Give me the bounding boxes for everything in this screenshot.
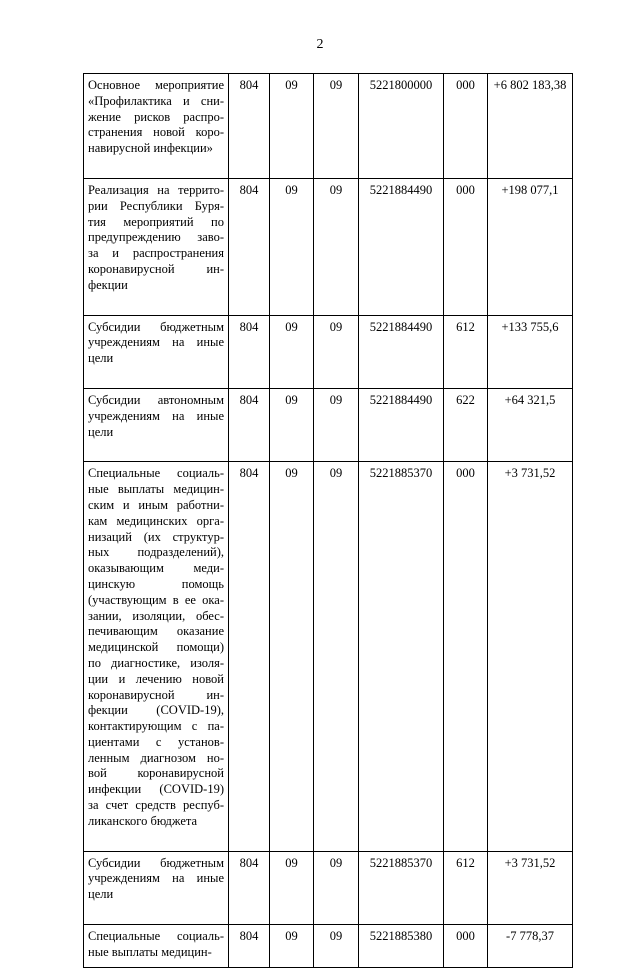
admin-code-cell: 804 bbox=[229, 851, 270, 924]
row-spacer bbox=[88, 903, 224, 918]
admin-code-cell: 804 bbox=[229, 178, 270, 315]
expense-name-line: цели bbox=[88, 887, 114, 902]
section-code-cell: 09 bbox=[270, 388, 314, 461]
expense-name-line: низаций (их структур- bbox=[88, 529, 224, 544]
expense-name-line: по диагностике, изоля- bbox=[88, 655, 224, 670]
expense-name-line: Реализация на террито- bbox=[88, 182, 224, 197]
row-spacer bbox=[88, 440, 224, 455]
expense-name-line: фекции bbox=[88, 277, 128, 292]
expense-name-line: Основное мероприятие bbox=[88, 78, 224, 92]
subsection-code-cell: 09 bbox=[314, 178, 359, 315]
amount-cell: +3 731,52 bbox=[488, 462, 573, 851]
expense-name-line: ликанского бюджета bbox=[88, 813, 198, 828]
expense-name-cell bbox=[84, 388, 229, 461]
table-row bbox=[84, 925, 573, 968]
expense-name-line: учреждениям на иные bbox=[88, 335, 224, 350]
amount-cell: +64 321,5 bbox=[488, 388, 573, 461]
expense-name-line: ским и иным работни- bbox=[88, 497, 224, 512]
row-spacer bbox=[88, 367, 224, 382]
section-code-cell: 09 bbox=[270, 178, 314, 315]
admin-code-cell: 804 bbox=[229, 388, 270, 461]
expense-type-cell: 000 bbox=[444, 462, 488, 851]
amount-cell: +3 731,52 bbox=[488, 851, 573, 924]
expense-type-cell: 612 bbox=[444, 315, 488, 388]
expense-name-line: цели bbox=[88, 424, 114, 439]
subsection-code-cell: 09 bbox=[314, 462, 359, 851]
target-article-cell: 5221885380 bbox=[359, 925, 444, 968]
expense-type-cell: 622 bbox=[444, 388, 488, 461]
expense-type-cell: 000 bbox=[444, 74, 488, 179]
budget-table bbox=[83, 73, 573, 968]
expense-name-line: учреждениям на иные bbox=[88, 871, 224, 886]
expense-name-line: оказывающим меди- bbox=[88, 561, 224, 576]
table-row bbox=[84, 462, 573, 851]
admin-code-cell: 804 bbox=[229, 74, 270, 179]
expense-type-cell: 000 bbox=[444, 925, 488, 968]
subsection-code-cell: 09 bbox=[314, 851, 359, 924]
target-article-cell: 5221885370 bbox=[359, 462, 444, 851]
amount-cell: +198 077,1 bbox=[488, 178, 573, 315]
table-row bbox=[84, 178, 573, 315]
expense-name-line: тия мероприятий по bbox=[88, 214, 224, 229]
expense-name-line: странения новой коро- bbox=[88, 125, 224, 140]
section-code-cell: 09 bbox=[270, 74, 314, 179]
row-spacer bbox=[88, 157, 224, 172]
amount-cell: +133 755,6 bbox=[488, 315, 573, 388]
expense-name-line: вой коронавирусной bbox=[88, 766, 224, 781]
target-article-cell: 5221885370 bbox=[359, 851, 444, 924]
subsection-code-cell: 09 bbox=[314, 925, 359, 968]
amount-cell: +6 802 183,38 bbox=[488, 74, 573, 179]
expense-name-line: Специальные социаль- bbox=[88, 929, 224, 944]
amount-cell: -7 778,37 bbox=[488, 925, 573, 968]
table-row bbox=[84, 315, 573, 388]
section-code-cell: 09 bbox=[270, 925, 314, 968]
expense-name-line: цинскую помощь bbox=[88, 576, 224, 591]
expense-type-cell: 000 bbox=[444, 178, 488, 315]
table-row bbox=[84, 851, 573, 924]
expense-name-cell bbox=[84, 315, 229, 388]
expense-name-line: Субсидии бюджетным bbox=[88, 855, 224, 870]
expense-name-line: коронавирусной ин- bbox=[88, 687, 224, 702]
target-article-cell: 5221884490 bbox=[359, 315, 444, 388]
expense-name-line: Субсидии бюджетным bbox=[88, 319, 224, 334]
section-code-cell: 09 bbox=[270, 462, 314, 851]
expense-name-line: Субсидии автономным bbox=[88, 392, 224, 407]
expense-name-line: жение рисков распро- bbox=[88, 109, 224, 124]
expense-name-line: медицинской помощи) bbox=[88, 640, 224, 655]
subsection-code-cell: 09 bbox=[314, 315, 359, 388]
expense-name-line: зании, изоляции, обес- bbox=[88, 608, 224, 623]
expense-name-line: ных подразделений), bbox=[88, 545, 224, 560]
table-row bbox=[84, 388, 573, 461]
expense-type-cell: 612 bbox=[444, 851, 488, 924]
admin-code-cell: 804 bbox=[229, 462, 270, 851]
page-number: 2 bbox=[316, 37, 324, 52]
target-article-cell: 5221884490 bbox=[359, 388, 444, 461]
row-spacer bbox=[88, 294, 224, 309]
expense-name-line: контактирующим с па- bbox=[88, 719, 224, 734]
target-article-cell: 5221884490 bbox=[359, 178, 444, 315]
budget-table-body bbox=[84, 74, 573, 968]
expense-name-line: (участвующим в ее ока- bbox=[88, 592, 224, 607]
expense-name-line: «Профилактика и сни- bbox=[88, 93, 224, 108]
subsection-code-cell: 09 bbox=[314, 74, 359, 179]
expense-name-line: Специальные социаль- bbox=[88, 466, 224, 481]
expense-name-cell bbox=[84, 74, 229, 179]
expense-name-line: циентами с установ- bbox=[88, 734, 224, 749]
expense-name-line: фекции (COVID-19), bbox=[88, 703, 224, 718]
expense-name-line: кам медицинских орга- bbox=[88, 513, 224, 528]
expense-name-cell bbox=[84, 178, 229, 315]
expense-name-line: цели bbox=[88, 351, 114, 366]
section-code-cell: 09 bbox=[270, 315, 314, 388]
expense-name-line: коронавирусной ин- bbox=[88, 261, 224, 276]
expense-name-line: навирусной инфекции» bbox=[88, 141, 213, 156]
row-spacer bbox=[88, 830, 224, 845]
admin-code-cell: 804 bbox=[229, 925, 270, 968]
expense-name-line: за и распространения bbox=[88, 246, 224, 261]
section-code-cell: 09 bbox=[270, 851, 314, 924]
expense-name-line: рии Республики Буря- bbox=[88, 198, 224, 213]
admin-code-cell: 804 bbox=[229, 315, 270, 388]
table-row bbox=[84, 74, 573, 179]
expense-name-cell bbox=[84, 925, 229, 968]
target-article-cell: 5221800000 bbox=[359, 74, 444, 179]
subsection-code-cell: 09 bbox=[314, 388, 359, 461]
expense-name-line: ные выплаты медицин- bbox=[88, 482, 224, 497]
expense-name-line: учреждениям на иные bbox=[88, 408, 224, 423]
expense-name-cell bbox=[84, 462, 229, 851]
expense-name-line: ленным диагнозом но- bbox=[88, 750, 224, 765]
expense-name-line: за счет средств респуб- bbox=[88, 798, 224, 813]
expense-name-line: печивающим оказание bbox=[88, 624, 224, 639]
expense-name-line: предупреждению заво- bbox=[88, 230, 224, 245]
expense-name-line: ции и лечению новой bbox=[88, 671, 224, 686]
expense-name-line: ные выплаты медицин- bbox=[88, 944, 212, 959]
expense-name-cell bbox=[84, 851, 229, 924]
expense-name-line: инфекции (COVID-19) bbox=[88, 782, 224, 797]
